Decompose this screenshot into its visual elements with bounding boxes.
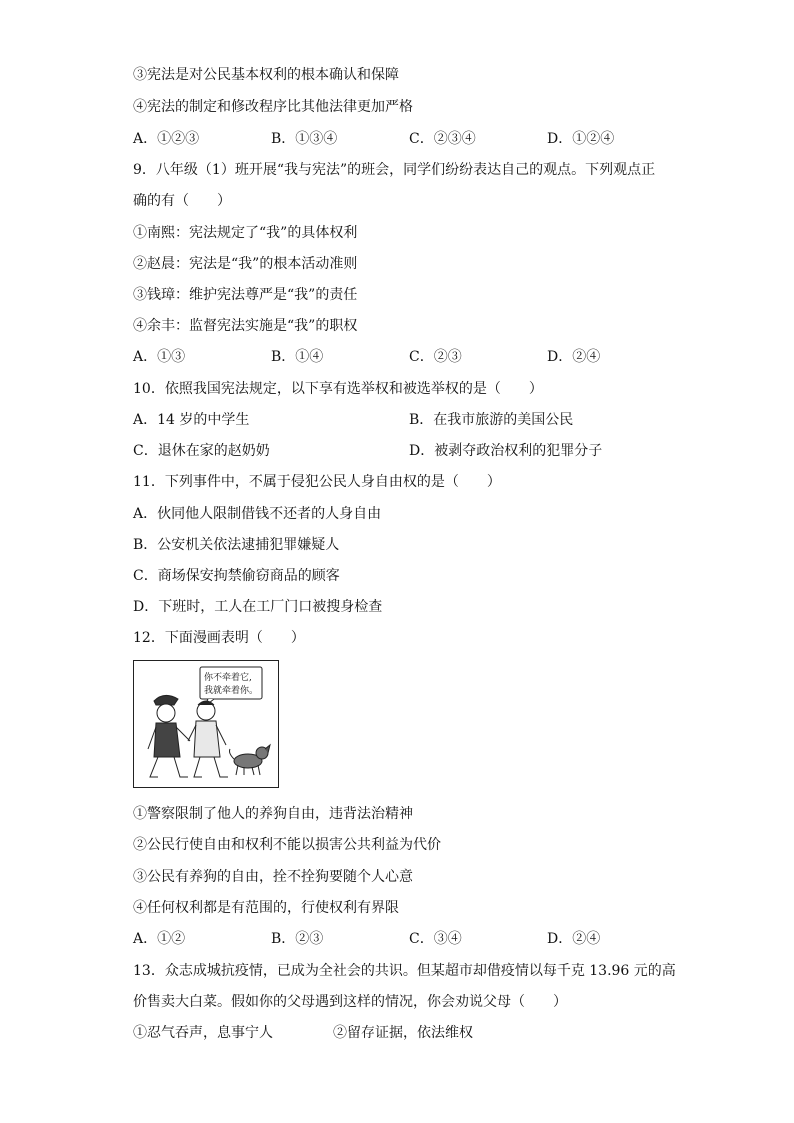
- q12-statement-4: ④任何权利都是有范围的，行使权利有界限: [133, 900, 399, 916]
- q8-option-b: B．①③④: [271, 131, 338, 147]
- q8-option-d: D．①②④: [547, 131, 615, 147]
- q12-option-a: A．①②: [133, 931, 186, 947]
- q12-stem: 12．下面漫画表明（ ）: [133, 630, 305, 646]
- q13-statement-1: ①忍气吞声，息事宁人: [133, 1025, 273, 1041]
- q13-stem-line1: 13．众志成城抗疫情，已成为全社会的共识。但某超市却借疫情以每千克 13.96 元的高: [133, 963, 676, 979]
- q9-option-d: D．②④: [547, 349, 601, 365]
- q10-option-d: D．被剥夺政治权利的犯罪分子: [409, 443, 603, 459]
- cartoon-caption-line1: 你不牵着它,: [204, 673, 252, 683]
- q8-statement-3: ③宪法是对公民基本权利的根本确认和保障: [133, 67, 399, 83]
- q12-option-c: C．③④: [409, 931, 462, 947]
- q9-statement-4: ④余丰：监督宪法实施是“我”的职权: [133, 318, 358, 334]
- q13-statement-2: ②留存证据，依法维权: [333, 1025, 473, 1041]
- q11-option-b: B．公安机关依法逮捕犯罪嫌疑人: [133, 537, 340, 553]
- q11-stem: 11．下列事件中，不属于侵犯公民人身自由权的是（ ）: [133, 474, 501, 490]
- man-figure: [188, 701, 228, 777]
- cartoon-drawing: [134, 661, 278, 787]
- q10-stem: 10．依照我国宪法规定，以下享有选举权和被选举权的是（ ）: [133, 381, 543, 397]
- q9-statement-1: ①南熙：宪法规定了“我”的具体权利: [133, 225, 358, 241]
- q11-option-c: C．商场保安拘禁偷窃商品的顾客: [133, 568, 340, 584]
- q9-statement-2: ②赵晨：宪法是“我”的根本活动准则: [133, 256, 358, 272]
- q8-option-a: A．①②③: [133, 131, 200, 147]
- q11-option-a: A．伙同他人限制借钱不还者的人身自由: [133, 506, 382, 522]
- q9-option-b: B．①④: [271, 349, 324, 365]
- cartoon-image: [133, 660, 279, 788]
- policeman-figure: [148, 695, 190, 777]
- q13-stem-line2: 价售卖大白菜。假如你的父母遇到这样的情况，你会劝说父母（ ）: [133, 994, 567, 1010]
- q10-option-c: C．退休在家的赵奶奶: [133, 443, 270, 459]
- q8-statement-4: ④宪法的制定和修改程序比其他法律更加严格: [133, 99, 413, 115]
- dog-figure: [230, 745, 271, 775]
- q8-option-c: C．②③④: [409, 131, 476, 147]
- q12-statement-1: ①警察限制了他人的养狗自由，违背法治精神: [133, 806, 413, 822]
- q9-option-a: A．①③: [133, 349, 186, 365]
- q9-stem-line1: 9．八年级（1）班开展“我与宪法”的班会，同学们纷纷表达自己的观点。下列观点正: [133, 162, 656, 178]
- q10-option-b: B．在我市旅游的美国公民: [409, 412, 574, 428]
- q12-option-d: D．②④: [547, 931, 601, 947]
- q9-stem-line2: 确的有（ ）: [133, 193, 231, 209]
- q9-statement-3: ③钱璋：维护宪法尊严是“我”的责任: [133, 287, 358, 303]
- q12-statement-2: ②公民行使自由和权利不能以损害公共利益为代价: [133, 837, 441, 853]
- cartoon-caption-line2: 我就牵着你。: [204, 686, 259, 696]
- q12-statement-3: ③公民有养狗的自由，拴不拴狗要随个人心意: [133, 869, 413, 885]
- q10-option-a: A．14 岁的中学生: [133, 412, 250, 428]
- q12-option-b: B．②③: [271, 931, 324, 947]
- q11-option-d: D．下班时，工人在工厂门口被搜身检查: [133, 599, 383, 615]
- q9-option-c: C．②③: [409, 349, 462, 365]
